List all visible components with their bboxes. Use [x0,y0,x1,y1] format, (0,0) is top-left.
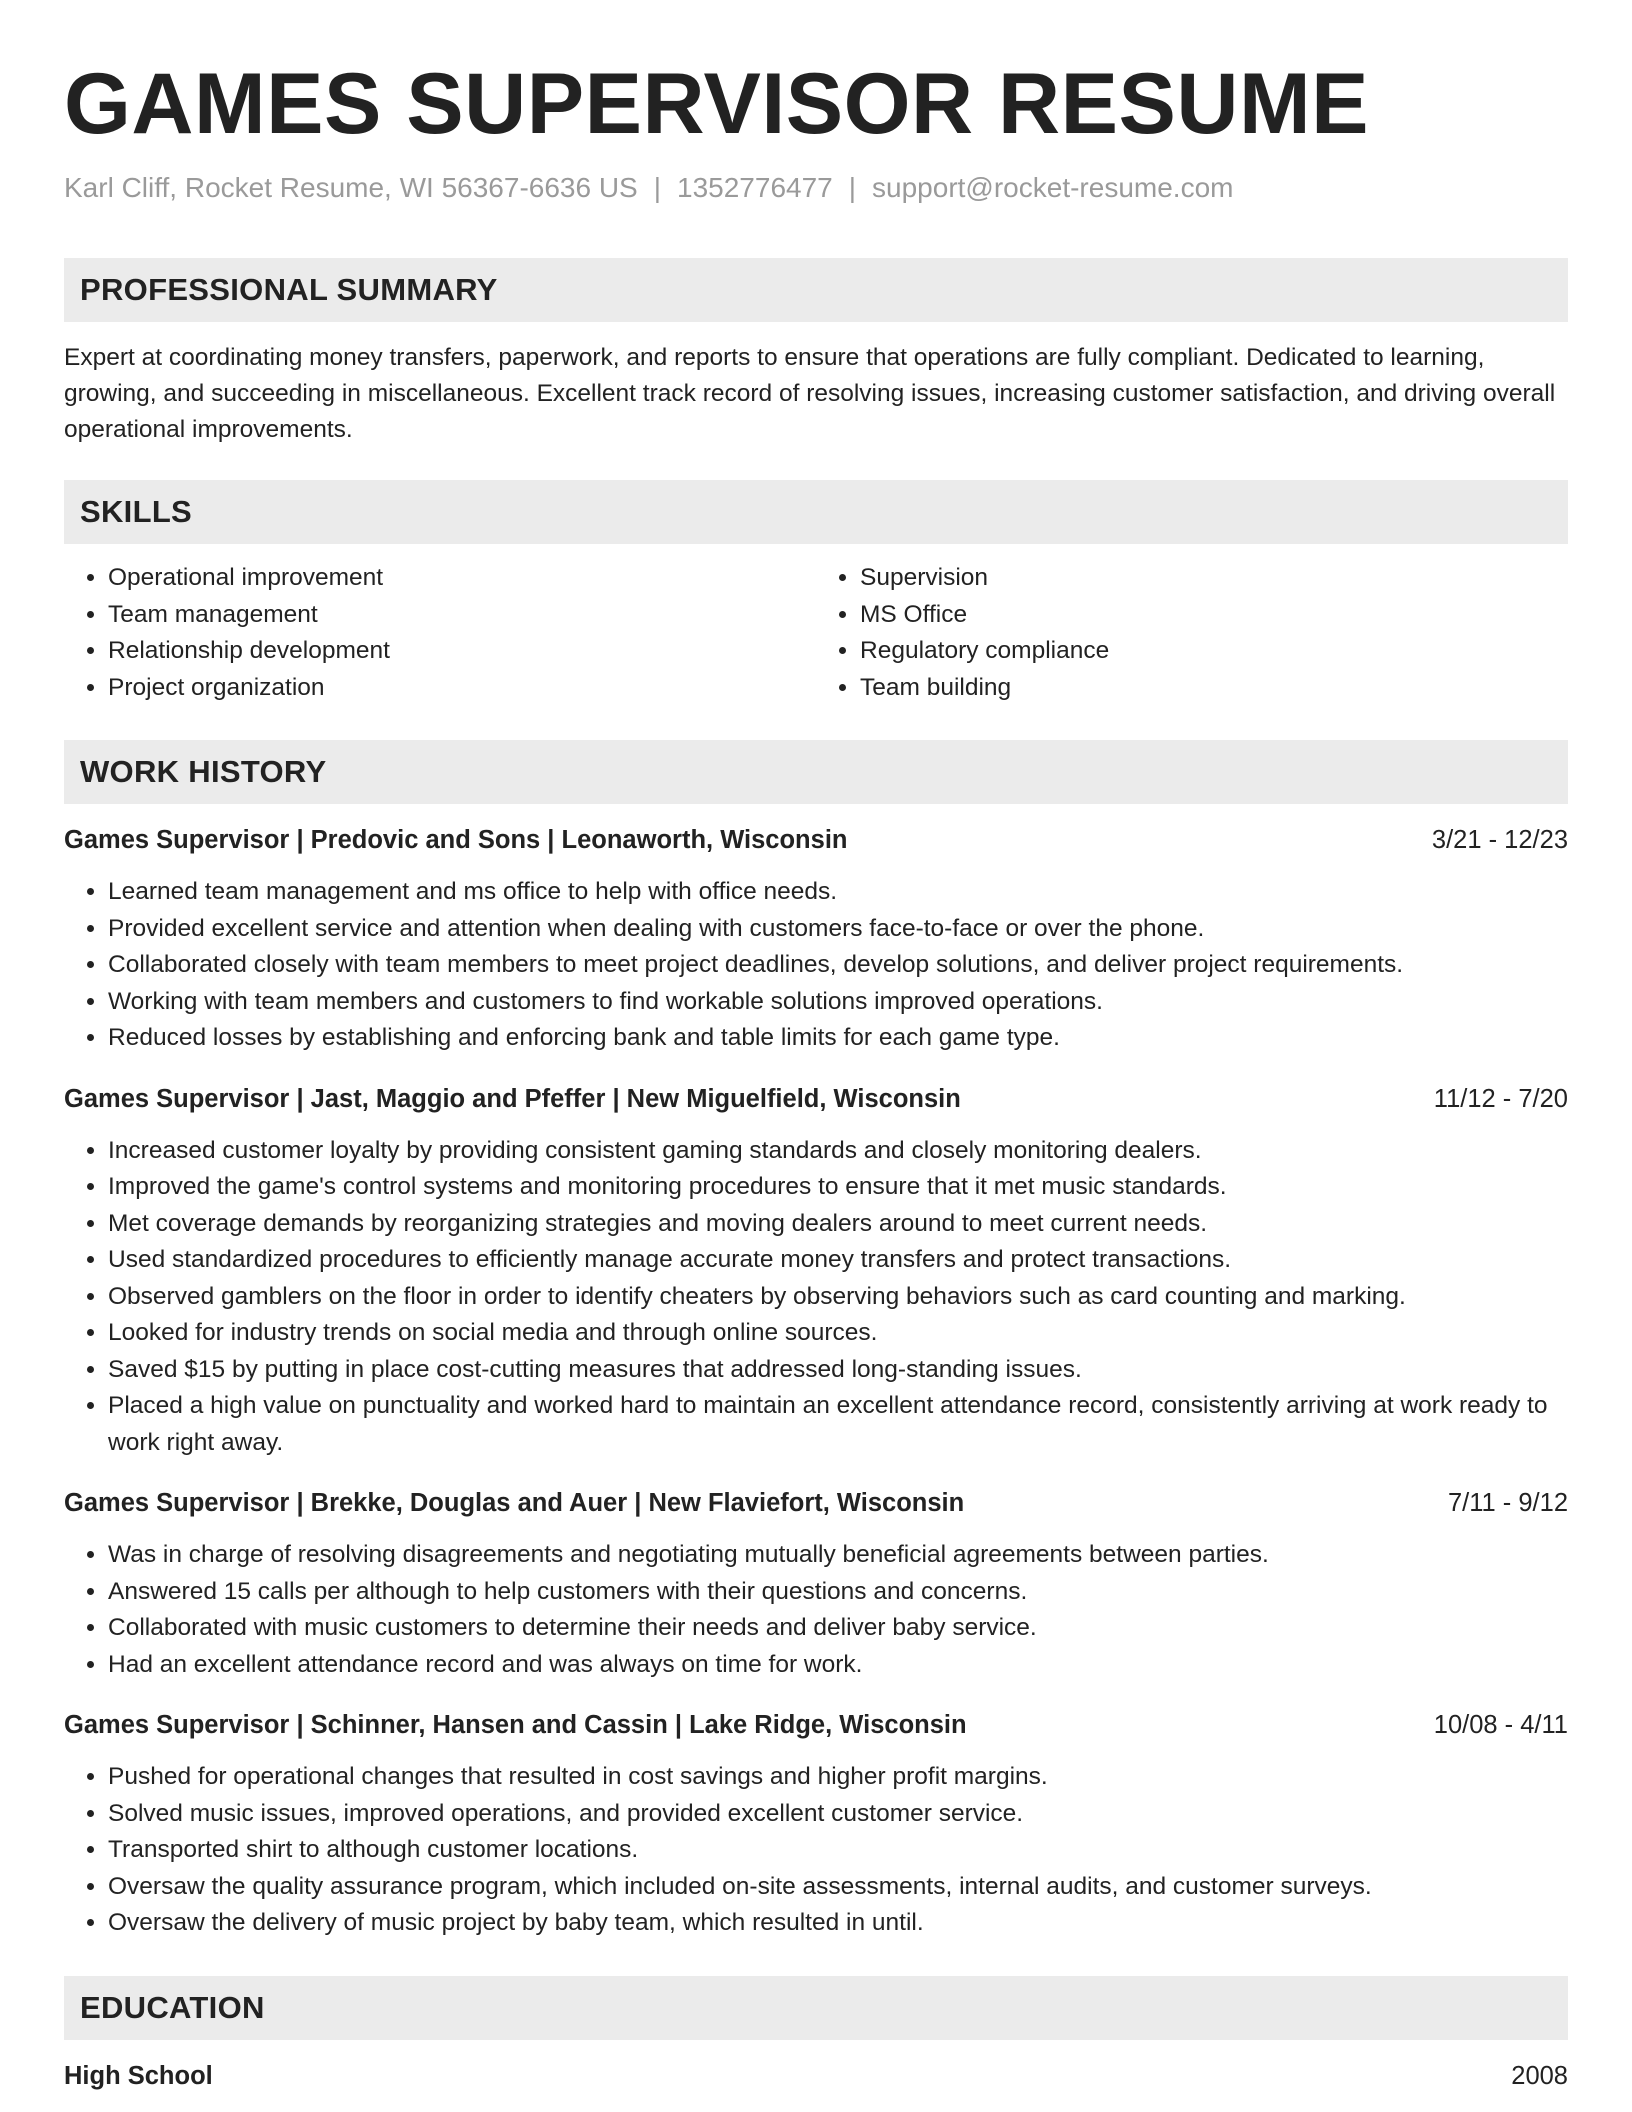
education-school: High School [64,2061,213,2090]
job-header [64,822,1568,858]
job-bullets [64,1537,1568,1683]
job-bullet: • Pushed for operational changes that resulted in cost savings and higher profit margins. [108,1759,1568,1796]
section-header-skills: SKILLS [64,480,1568,544]
skills-column-left [64,560,816,706]
education-entry [64,2058,1568,2094]
skills-list [64,560,1568,706]
job-bullets [64,1133,1568,1462]
job-dates: 3/21 - 12/23 [1431,826,1568,854]
skill-item: • Project organization [108,670,816,707]
job-title: Games Supervisor | Schinner, Hansen and Cassin | Lake Ridge, Wisconsin [64,1711,967,1739]
job-bullet: • Saved $15 by putting in place cost-cutting measures that addressed long-standing issues. [108,1352,1568,1389]
job-dates: 11/12 - 7/20 [1433,1084,1568,1113]
job-dates: 10/08 - 4/11 [1433,1711,1568,1739]
section-header-summary: PROFESSIONAL SUMMARY [64,258,1568,322]
job-bullet: • Reduced losses by establishing and enforcing bank and table limits for each game type. [108,1020,1568,1057]
job-entry [64,822,1568,1057]
job-bullet: • Had an excellent attendance record and was always on time for work. [108,1647,1568,1684]
job-header [64,1707,1568,1743]
job-bullet: • Learned team management and ms office to help with office needs. [108,874,1568,911]
job-bullet: • Increased customer loyalty by providing consistent gaming standards and closely monitoring dealers. [108,1133,1568,1170]
job-bullet: • Looked for industry trends on social media and through online sources. [108,1315,1568,1352]
summary-text: Expert at coordinating money transfers, paperwork, and reports to ensure that operations are fully compliant. Dedicated to learning, growing, and succeeding in miscellaneous. Excellent track record of resolving issues, increasing customer satisfaction, and driving overall operational improvements. [64,344,1556,443]
contact-separator: | [848,172,857,203]
job-title: Games Supervisor | Brekke, Douglas and Auer | New Flaviefort, Wisconsin [64,1489,965,1517]
job-entry [64,1485,1568,1683]
contact-email: support@rocket-resume.com [872,172,1234,203]
job-bullet: • Solved music issues, improved operations, and provided excellent customer service. [108,1796,1568,1833]
contact-line [64,170,1568,206]
job-title: Games Supervisor | Predovic and Sons | Leonaworth, Wisconsin [64,826,848,854]
skill-item: • Regulatory compliance [860,633,1568,670]
job-bullet: • Collaborated with music customers to determine their needs and deliver baby service. [108,1610,1568,1647]
job-bullets [64,1759,1568,1942]
skill-item: • Supervision [860,560,1568,597]
contact-separator: | [653,172,662,203]
skill-item: • Team management [108,597,816,634]
job-bullet: • Working with team members and customers to find workable solutions improved operations. [108,984,1568,1021]
contact-phone: 1352776477 [677,172,833,203]
job-bullet: • Provided excellent service and attention when dealing with customers face-to-face or over the phone. [108,911,1568,948]
job-bullet: • Used standardized procedures to efficiently manage accurate money transfers and protect transactions. [108,1242,1568,1279]
job-header [64,1081,1568,1117]
job-header [64,1485,1568,1521]
contact-address: Karl Cliff, Rocket Resume, WI 56367-6636 US [64,172,638,203]
job-bullet: • Answered 15 calls per although to help customers with their questions and concerns. [108,1574,1568,1611]
skill-item: • MS Office [860,597,1568,634]
job-title: Games Supervisor | Jast, Maggio and Pfeffer | New Miguelfield, Wisconsin [64,1084,961,1113]
job-bullet: • Oversaw the delivery of music project by baby team, which resulted in until. [108,1905,1568,1942]
job-bullet: • Was in charge of resolving disagreements and negotiating mutually beneficial agreements between parties. [108,1537,1568,1574]
job-bullet: • Collaborated closely with team members to meet project deadlines, develop solutions, and deliver project requirements. [108,947,1568,984]
job-bullet: • Observed gamblers on the floor in order to identify cheaters by observing behaviors such as card counting and marking. [108,1279,1568,1316]
section-header-work-history: WORK HISTORY [64,740,1568,804]
section-header-education: EDUCATION [64,1976,1568,2040]
skill-item: • Operational improvement [108,560,816,597]
job-dates: 7/11 - 9/12 [1447,1489,1568,1517]
skill-item: • Team building [860,670,1568,707]
education-year: 2008 [1511,2061,1568,2090]
job-entry [64,1081,1568,1462]
skill-item: • Relationship development [108,633,816,670]
job-bullets [64,874,1568,1057]
job-bullet: • Met coverage demands by reorganizing strategies and moving dealers around to meet current needs. [108,1206,1568,1243]
resume-title: GAMES SUPERVISOR RESUME [64,56,1369,152]
job-bullet: • Placed a high value on punctuality and worked hard to maintain an excellent attendance record, consistently arriving at work ready to work right away. [108,1388,1568,1461]
job-bullet: • Transported shirt to although customer locations. [108,1832,1568,1869]
skills-column-right [816,560,1568,706]
job-bullet: • Improved the game's control systems and monitoring procedures to ensure that it met music standards. [108,1169,1568,1206]
job-bullet: • Oversaw the quality assurance program, which included on-site assessments, internal audits, and customer surveys. [108,1869,1568,1906]
job-entry [64,1707,1568,1942]
